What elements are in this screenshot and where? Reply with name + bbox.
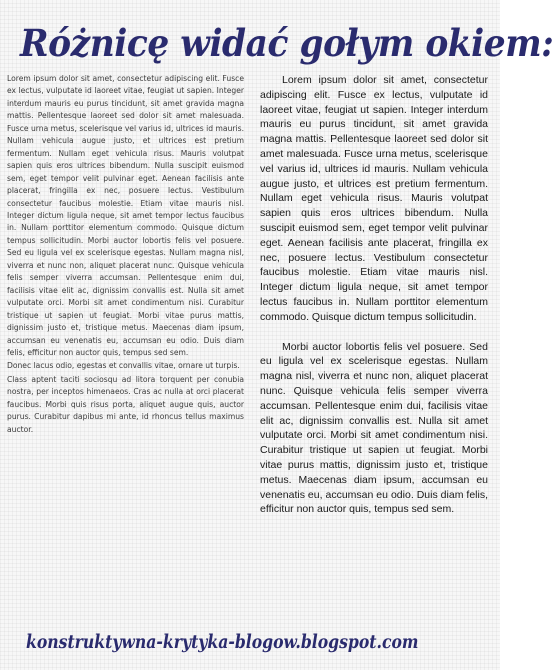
handwritten-title: Różnicę widać gołym okiem: xyxy=(20,21,553,65)
standard-font-column xyxy=(260,73,488,621)
left-paragraph-2: Donec lacus odio, egestas et convallis vitae, ornare ut turpis. xyxy=(7,361,240,371)
left-paragraph-3: Class aptent taciti sociosqu ad litora torquent per conubia nostra, per inceptos himenaeos. Cras ac nulla at orci placerat faucibus. Morbi quis risus porta, aliquet augue quis, auctor purus. Curabitur dapibus mi ante, id rhoncus tellus maximus auctor. xyxy=(7,374,244,434)
right-paragraph-2: Morbi auctor lobortis felis vel posuere. Sed eu ligula vel ex scelerisque egestas. Nullam magna nisl, viverra et nunc non, aliquet placerat nunc. Quisque vehicula felis semper viverra accumsan. Pellentesque enim dui, facilisis vitae elit ac, dignissim convallis est. Nulla sit amet vulputate orci. Morbi sit amet condimentum nisi. Curabitur tristique ut sapien ut feugiat. Morbi vitae purus mattis, dignissim justo et, tristique metus. Maecenas diam ipsum, accumsan eu venenatis eu, accumsan eu odio. Duis diam felis, efficitur non auctor quis, tempus sed sem. xyxy=(260,340,488,516)
left-paragraph-1: Lorem ipsum dolor sit amet, consectetur adipiscing elit. Fusce ex lectus, vulputate id laoreet vitae, feugiat ut sapien. Integer interdum mauris eu purus tincidunt, sit amet gravida magna mattis. Pellentesque laoreet sed dolor sit amet malesuada. Fusce urna metus, scelerisque vel varius id, ultrices id mauris. Nullam vehicula augue justo, et ultrices est pretium fermentum. Nullam eget vehicula risus. Mauris volutpat sapien quis eros ultrices bibendum. Nulla suscipit euismod sem, eget tempor velit pulvinar eget. Aenean facilisis ante placerat, fringilla ex nec, posuere lectus. Vestibulum consectetur faucibus molestie. Etiam vitae mauris nisl. Integer dictum ligula neque, sit amet tempor lectus faucibus in. Nullam porttitor elementum commodo. Quisque dictum tempus sollicitudin. Morbi auctor lobortis felis vel posuere. Sed eu ligula vel ex scelerisque egestas. Nullam magna nisl, viverra et nunc non, aliquet placerat nunc. Quisque vehicula felis semper viverra accumsan. Pellentesque enim dui, facilisis vitae elit ac, dignissim convallis est. Nulla sit amet vulputate orci. Morbi sit amet condimentum nisi. Curabitur tristique ut sapien ut feugiat. Morbi vitae purus mattis, dignissim justo et, tristique metus. Maecenas diam ipsum, accumsan eu venenatis eu, accumsan eu odio. Duis diam felis, efficitur non auctor quis, tempus sed sem. xyxy=(7,74,244,357)
blog-url-footer: konstruktywna-krytyka-blogow.blogspot.com xyxy=(26,632,419,653)
handwritten-font-column xyxy=(7,73,244,603)
right-paragraph-1: Lorem ipsum dolor sit amet, consectetur adipiscing elit. Fusce ex lectus, vulputate id laoreet vitae, feugiat ut sapien. Integer interdum mauris eu purus tincidunt, sit amet gravida magna mattis. Pellentesque laoreet sed dolor sit amet malesuada. Fusce urna metus, scelerisque vel varius id, ultrices id mauris. Nullam vehicula augue justo, et ultrices est pretium fermentum. Nullam eget vehicula risus. Mauris volutpat sapien quis eros ultrices bibendum. Nulla suscipit euismod sem, eget tempor velit pulvinar eget. Aenean facilisis ante placerat, fringilla ex nec, posuere lectus. Vestibulum consectetur faucibus molestie. Etiam vitae mauris nisl. Integer dictum ligula neque, sit amet tempor lectus faucibus in. Nullam porttitor elementum commodo. Quisque dictum tempus sollicitudin. xyxy=(260,74,488,323)
